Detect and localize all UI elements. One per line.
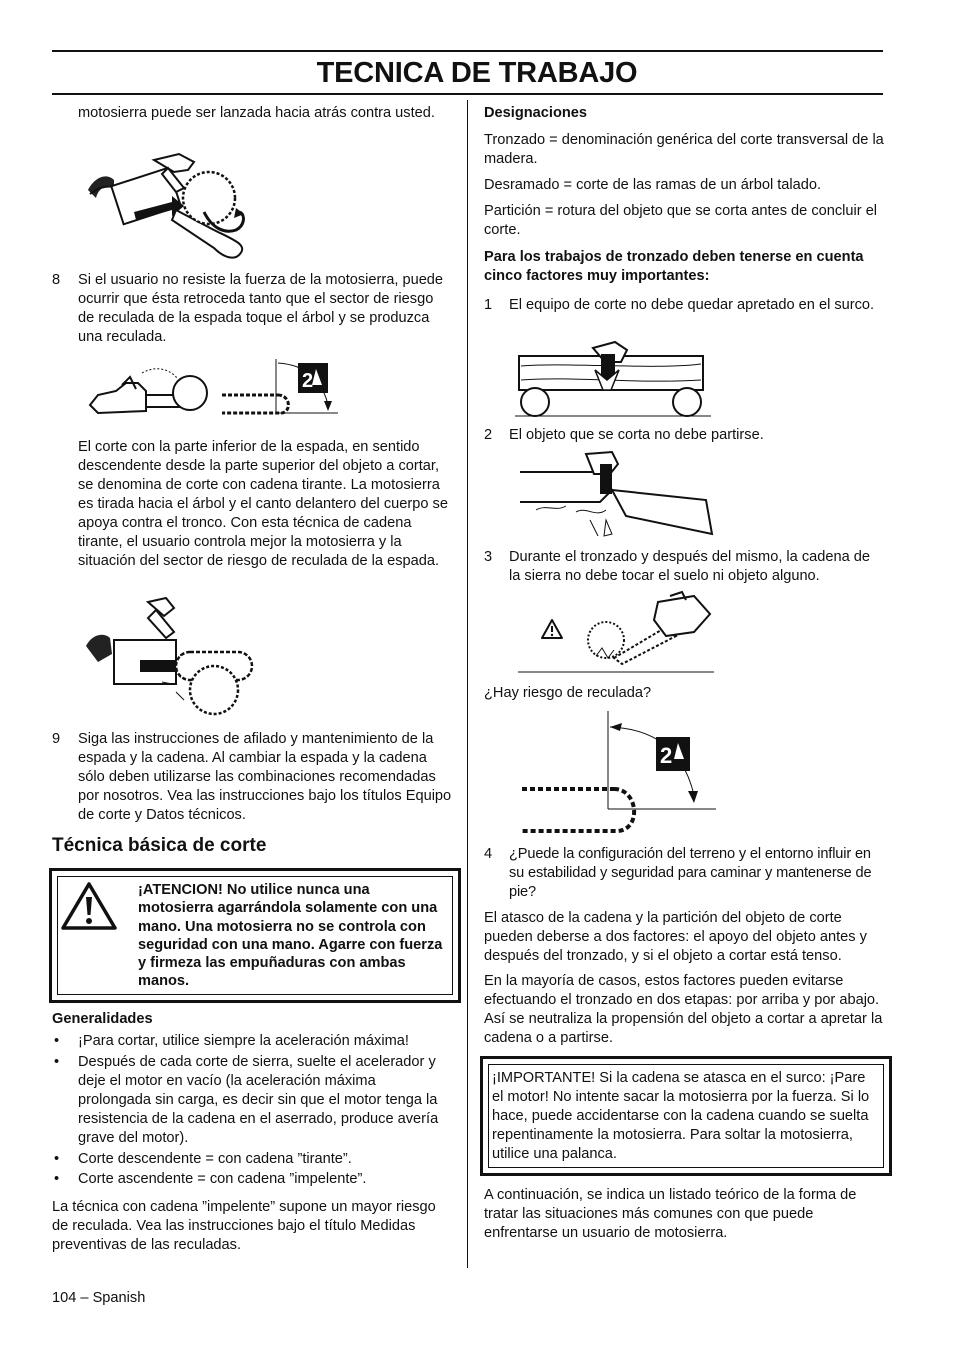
factors-title: Para los trabajos de tronzado deben tenerse en cuenta cinco factores muy importantes:	[484, 249, 864, 284]
splitting-log-illustration	[516, 450, 721, 542]
svg-text:2: 2	[660, 743, 673, 768]
header-top-rule	[52, 50, 883, 52]
kickback-chainsaw-illustration	[84, 150, 254, 265]
warning-box	[49, 868, 461, 1003]
list-item	[52, 1170, 452, 1189]
warning-text: ¡ATENCION! No utilice nunca una motosierra agarrándola solamente con una mano. Una motosierra no se controla con seguridad con una mano. Agarre con fuerza y firmeza las empuñaduras con ambas manos.	[138, 882, 443, 990]
general-title: Generalidades	[52, 1011, 153, 1027]
closing-paragraph: A continuación, se indica un listado teórico de la forma de tratar las situaciones más comunes con que puede enfrentarse un usuario de motosierra.	[484, 1187, 857, 1241]
designations-title: Designaciones	[484, 105, 588, 121]
factor-3-text: Durante el tronzado y después del mismo, la cadena de la sierra no debe tocar el suelo ni objeto alguno.	[509, 549, 871, 584]
section-title: Técnica básica de corte	[52, 835, 267, 856]
item-8-text: Si el usuario no resiste la fuerza de la motosierra, puede ocurrir que ésta retroceda tanto que el sector de riesgo de reculada de la espada toque el árbol y se produzca una reculada.	[78, 272, 444, 345]
jam-causes-paragraph: El atasco de la cadena y la partición del objeto de corte pueden deberse a dos factores: el apoyo del objeto antes y después del tronzado, y si el objeto a cortar está tenso.	[484, 910, 867, 964]
kickback-angle-diagram	[518, 711, 718, 839]
item-8-number: 8	[52, 272, 61, 288]
factor-2-number: 2	[484, 427, 493, 443]
page-footer: 104 – Spanish	[52, 1290, 146, 1306]
bullet-text: Corte ascendente = con cadena ”impelente”.	[78, 1171, 367, 1187]
factor-2-text: El objeto que se corta no debe partirse.	[509, 427, 764, 443]
intro-text: motosierra puede ser lanzada hacia atrás contra usted.	[78, 105, 435, 121]
ground-contact-illustration	[518, 592, 718, 678]
pull-chain-paragraph: El corte con la parte inferior de la espada, en sentido descendente desde la parte superior del objeto a cortar, se denomina de corte con cadena tirante. La motosierra es tirada hacia el árbol y el canto delantero del cuerpo se apoya contra el tronco. Con esta técnica de cadena tirante, el usuario controla mejor la motosierra y la situación del sector de riesgo de reculada de la espada.	[78, 439, 448, 569]
list-item	[52, 1032, 452, 1051]
item-9-number: 9	[52, 731, 61, 747]
designation-tronzado: Tronzado = denominación genérica del corte transversal de la madera.	[484, 132, 884, 167]
bullet-mark: •	[54, 1033, 60, 1049]
general-bullet-list	[52, 1032, 452, 1189]
item-9-text: Siga las instrucciones de afilado y mantenimiento de la espada y la cadena. Al cambiar la espada y la cadena sólo deben utilizarse las combinaciones recomendadas por nosotros. Vea las instrucciones bajo los títulos Equipo de corte y Datos técnicos.	[78, 731, 452, 823]
important-text: ¡IMPORTANTE! Si la cadena se atasca en el surco: ¡Pare el motor! No intente sacar la motosierra por la fuerza. Si lo hace, puede accidentarse con la cadena cuando se suelta repentinamente la motosierra. Para soltar la motosierra, utilice una palanca.	[492, 1070, 870, 1162]
kickback-zone-illustration	[86, 355, 346, 421]
header-bottom-rule	[52, 93, 883, 95]
kickback-question: ¿Hay riesgo de reculada?	[484, 685, 652, 701]
list-item	[52, 1053, 452, 1148]
bullet-mark: •	[54, 1054, 60, 1070]
designation-particion: Partición = rotura del objeto que se corta antes de concluir el corte.	[484, 203, 878, 238]
two-stage-paragraph: En la mayoría de casos, estos factores pueden evitarse efectuando el tronzado en dos etapas: por arriba y por abajo. Así se neutraliza la propensión del objeto a cortar a apretar la cadena o a partirse.	[484, 973, 883, 1046]
bullet-text: Corte descendente = con cadena ”tirante”.	[78, 1151, 352, 1167]
bullet-mark: •	[54, 1151, 60, 1167]
bullet-mark: •	[54, 1171, 60, 1187]
factor-1-text: El equipo de corte no debe quedar apretado en el surco.	[509, 297, 875, 313]
column-divider	[467, 100, 468, 1268]
factor-3-number: 3	[484, 549, 493, 565]
bullet-text: Después de cada corte de sierra, suelte el acelerador y deje el motor en vacío (la aceleración máxima prolongada sin carga, es decir sin que el motor tenga la resistencia de la cadena en el aserrado, produce avería grave del motor).	[78, 1054, 439, 1146]
important-box	[480, 1056, 892, 1176]
pull-chain-illustration	[84, 596, 259, 721]
bullet-text: ¡Para cortar, utilice siempre la aceleración máxima!	[78, 1033, 409, 1049]
list-item	[52, 1150, 452, 1169]
pinched-bar-illustration	[515, 340, 715, 418]
push-chain-paragraph: La técnica con cadena ”impelente” supone un mayor riesgo de reculada. Vea las instrucciones bajo el título Medidas preventivas de las reculadas.	[52, 1199, 436, 1253]
designation-desramado: Desramado = corte de las ramas de un árbol talado.	[484, 177, 822, 193]
page-title: TECNICA DE TRABAJO	[316, 57, 638, 89]
warning-triangle-icon	[60, 881, 118, 931]
svg-text:2: 2	[302, 370, 314, 392]
factor-4-number: 4	[484, 846, 493, 862]
factor-4-text: ¿Puede la configuración del terreno y el entorno influir en su estabilidad y seguridad para caminar y mantenerse de pie?	[509, 846, 872, 900]
factor-1-number: 1	[484, 297, 493, 313]
